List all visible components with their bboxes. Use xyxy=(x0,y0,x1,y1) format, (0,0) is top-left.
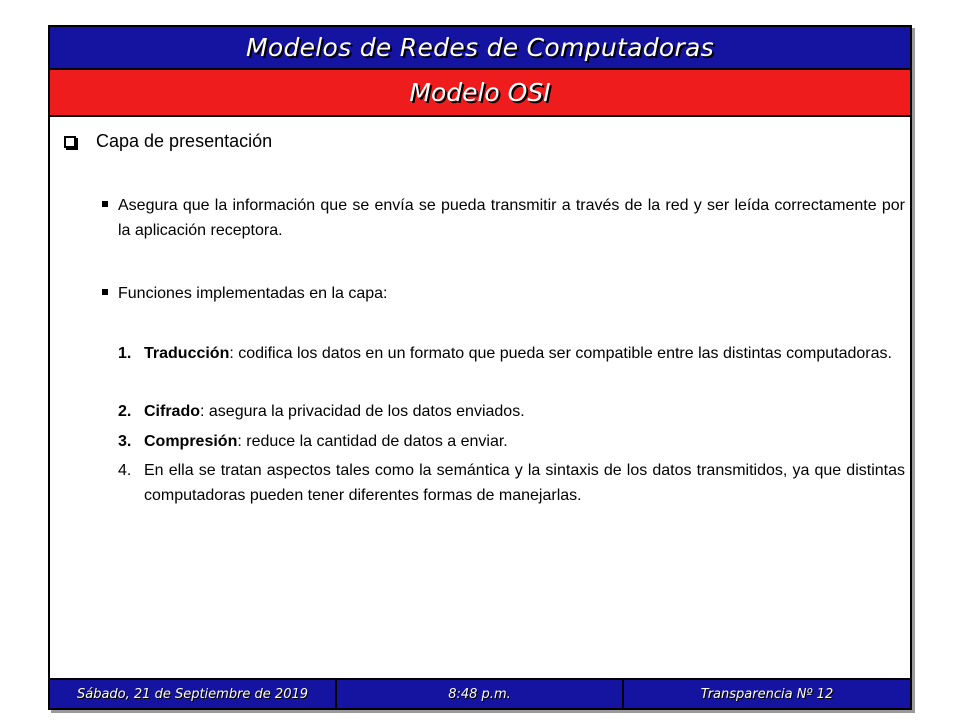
item-text: En ella se tratan aspectos tales como la semántica y la sintaxis de los datos transmitidos, ya que distintas computadoras pueden tener diferentes formas de manejarlas. xyxy=(144,462,905,504)
bullet-item xyxy=(102,281,905,306)
title-bar xyxy=(50,27,910,70)
slide-frame xyxy=(48,25,912,710)
item-text: : codifica los datos en un formato que pueda ser compatible entre las distintas computadoras. xyxy=(229,345,892,362)
bullet-text: Asegura que la información que se envía se pueda transmitir a través de la red y ser leída correctamente por la aplicación receptora. xyxy=(118,197,905,239)
item-number: 3. xyxy=(118,433,132,450)
item-number: 1. xyxy=(118,345,132,362)
slide-content xyxy=(50,117,910,678)
section-heading-text: Capa de presentación xyxy=(96,131,273,151)
item-number: 4. xyxy=(118,462,132,479)
footer-slide-number: Transparencia Nº 12 xyxy=(700,686,834,702)
item-term: Cifrado xyxy=(144,403,200,420)
checkbox-bullet-icon xyxy=(64,136,76,148)
item-text: : asegura la privacidad de los datos enviados. xyxy=(200,403,525,420)
bullet-text: Funciones implementadas en la capa: xyxy=(118,285,388,302)
item-term: Traducción xyxy=(144,345,230,362)
item-text: : reduce la cantidad de datos a enviar. xyxy=(237,433,508,450)
subtitle-bar xyxy=(50,70,910,117)
slide-subtitle: Modelo OSI xyxy=(409,78,551,107)
item-term: Compresión xyxy=(144,433,238,450)
numbered-item xyxy=(118,341,905,366)
item-number: 2. xyxy=(118,403,132,420)
numbered-item xyxy=(118,429,905,454)
footer-bar xyxy=(50,678,910,708)
footer-time: 8:48 p.m. xyxy=(337,680,624,708)
slide-title: Modelos de Redes de Computadoras xyxy=(245,33,715,62)
numbered-item xyxy=(118,458,905,508)
square-bullet-icon xyxy=(102,289,108,295)
numbered-item xyxy=(118,399,905,424)
bullet-item xyxy=(102,193,905,243)
section-heading xyxy=(64,131,272,152)
square-bullet-icon xyxy=(102,201,108,207)
footer-date: Sábado, 21 de Septiembre de 2019 xyxy=(50,680,337,708)
